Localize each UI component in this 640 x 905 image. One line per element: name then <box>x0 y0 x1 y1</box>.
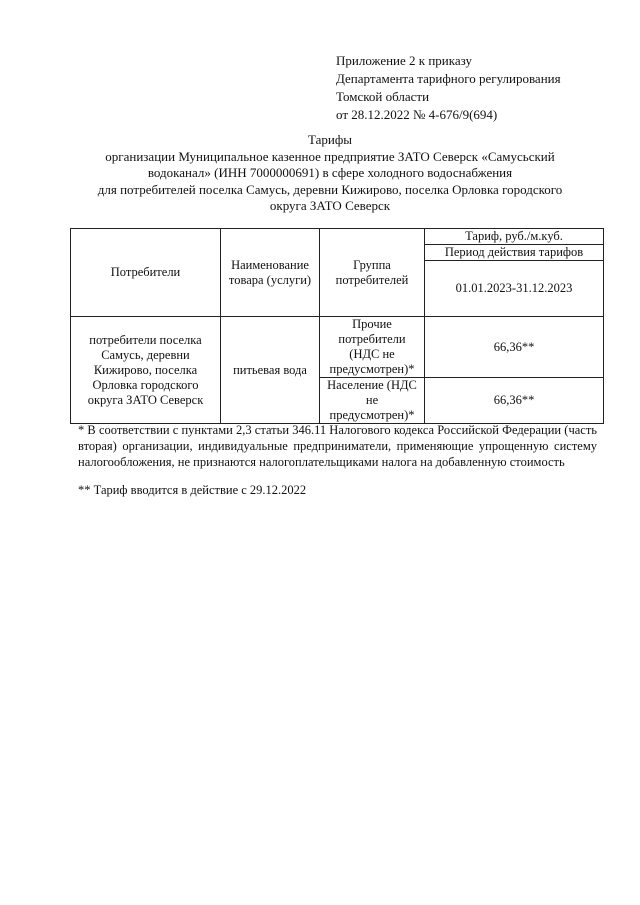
table-header-row <box>71 229 604 245</box>
cell-group: Население (НДС не предусмотрен)* <box>320 378 425 424</box>
title-heading: Тарифы <box>307 132 352 147</box>
cell-tariff-value: 66,36** <box>425 317 604 378</box>
header-group: Группа потребителей <box>320 229 425 317</box>
footnotes <box>78 422 597 498</box>
cell-product: питьевая вода <box>221 317 320 424</box>
footnote-vat: * В соответствии с пунктами 2,3 статьи 346.11 Налогового кодекса Российской Федерации (часть вторая) организации, индивидуальные предприниматели, применяющие упрощенную систему налогообложения, не признаются налогоплательщиками налога на добавленную стоимость <box>78 423 597 469</box>
cell-group: Прочие потребители (НДС не предусмотрен)* <box>320 317 425 378</box>
appendix-line-1: Приложение 2 к приказу <box>336 53 473 68</box>
header-period-label: Период действия тарифов <box>425 245 604 261</box>
header-consumers: Потребители <box>71 229 221 317</box>
header-period: 01.01.2023-31.12.2023 <box>425 261 604 317</box>
appendix-line-3: Томской области <box>336 89 430 104</box>
title-line-1: организации Муниципальное казенное предприятие ЗАТО Северск «Самусьский <box>105 148 555 164</box>
appendix-line-4: от 28.12.2022 № 4-676/9(694) <box>336 107 498 122</box>
appendix-line-2: Департамента тарифного регулирования <box>336 71 561 86</box>
cell-tariff-value: 66,36** <box>425 378 604 424</box>
appendix-header <box>336 52 561 124</box>
header-tariff: Тариф, руб./м.куб. <box>425 229 604 245</box>
title-line-3: для потребителей поселка Самусь, деревни Кижирово, поселка Орловка городского <box>97 181 563 197</box>
title-line-2: водоканал» (ИНН 7000000691) в сфере холодного водоснабжения <box>147 165 513 180</box>
tariff-table <box>70 228 604 424</box>
title-line-4: округа ЗАТО Северск <box>269 198 391 213</box>
document-title <box>60 132 600 215</box>
header-product: Наименование товара (услуги) <box>221 229 320 317</box>
cell-consumers: потребители поселка Самусь, деревни Кижирово, поселка Орловка городского округа ЗАТО Северск <box>71 317 221 424</box>
table-row <box>71 317 604 378</box>
footnote-effective-date: ** Тариф вводится в действие с 29.12.2022 <box>78 483 307 497</box>
